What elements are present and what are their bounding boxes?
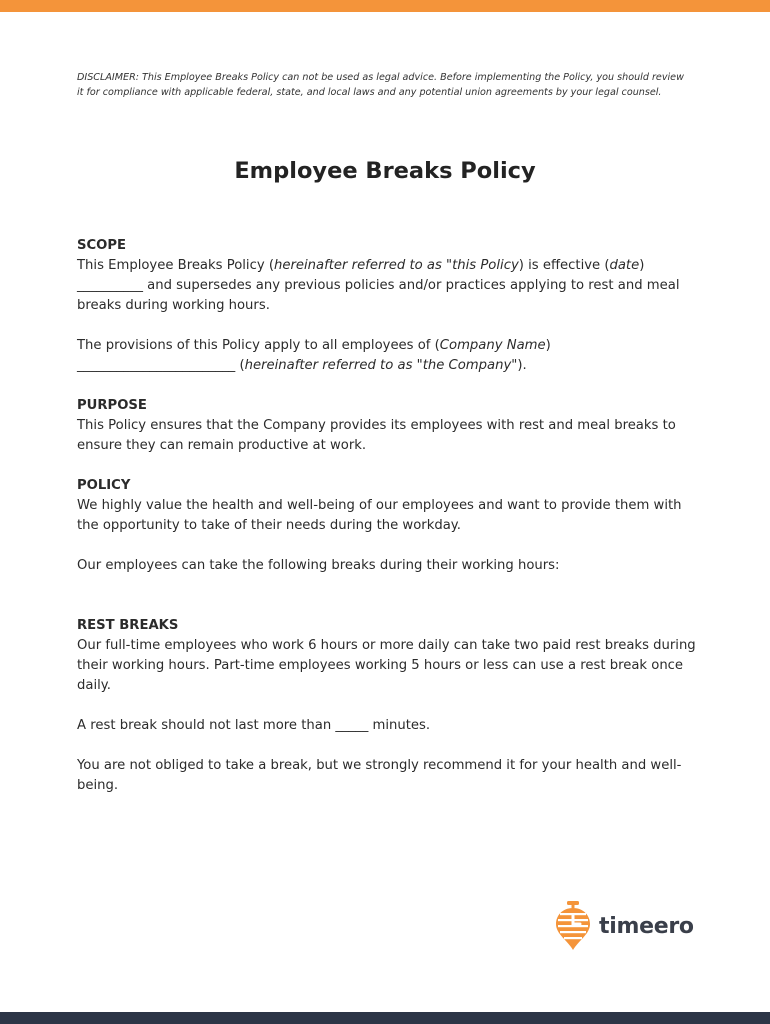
rest-breaks-paragraph-2: A rest break should not last more than _____ minutes.	[77, 718, 431, 733]
rest-breaks-paragraph-1: Our full-time employees who work 6 hours or more daily can take two paid rest breaks during their working hours. Part-time employees working 5 hours or less can use a rest break once daily.	[77, 638, 696, 693]
document-body	[77, 236, 697, 796]
scope-text: ).	[517, 358, 527, 373]
company-name-placeholder: Company Name	[439, 338, 546, 353]
bottom-accent-bar	[0, 1012, 770, 1024]
scope-em-text: hereinafter referred to as "the Company"	[244, 358, 518, 373]
scope-text: )	[639, 258, 645, 273]
document-page	[77, 70, 697, 793]
date-placeholder: date	[609, 258, 640, 273]
policy-paragraph-1: We highly value the health and well-being of our employees and want to provide them with the opportunity to take of their needs during the workday.	[77, 498, 682, 533]
disclaimer: DISCLAIMER: This Employee Breaks Policy can not be used as legal advice. Before implementing the Policy, you should review it for compliance with applicable federal, state, and local laws and any potential union agreements by your legal counsel.	[77, 72, 684, 98]
scope-text: The provisions of this Policy apply to all employees of (	[77, 338, 440, 353]
scope-heading: SCOPE	[77, 238, 127, 253]
clock-pin-icon	[553, 900, 593, 952]
purpose-heading: PURPOSE	[77, 398, 147, 413]
policy-heading: POLICY	[77, 478, 131, 493]
scope-paragraph-2	[77, 336, 697, 376]
scope-em-text: hereinafter referred to as "this Policy	[274, 258, 519, 273]
timeero-logo	[553, 900, 694, 952]
logo-wordmark: timeero	[599, 913, 694, 939]
purpose-paragraph: This Policy ensures that the Company provides its employees with rest and meal breaks to ensure they can remain productive at work.	[77, 418, 676, 453]
policy-paragraph-2: Our employees can take the following breaks during their working hours:	[77, 558, 560, 573]
page-title: Employee Breaks Policy	[234, 158, 536, 184]
top-accent-bar	[0, 0, 770, 12]
scope-text: )	[545, 338, 551, 353]
scope-text: ) is effective (	[518, 258, 610, 273]
scope-text: __________ and supersedes any previous policies and/or practices applying to rest and meal breaks during working hours.	[77, 278, 680, 313]
scope-text: ________________________ (	[77, 358, 245, 373]
rest-breaks-paragraph-3: You are not obliged to take a break, but we strongly recommend it for your health and well-being.	[77, 758, 682, 793]
rest-breaks-heading: REST BREAKS	[77, 618, 179, 633]
scope-paragraph-1	[77, 256, 697, 316]
scope-text: This Employee Breaks Policy (	[77, 258, 274, 273]
